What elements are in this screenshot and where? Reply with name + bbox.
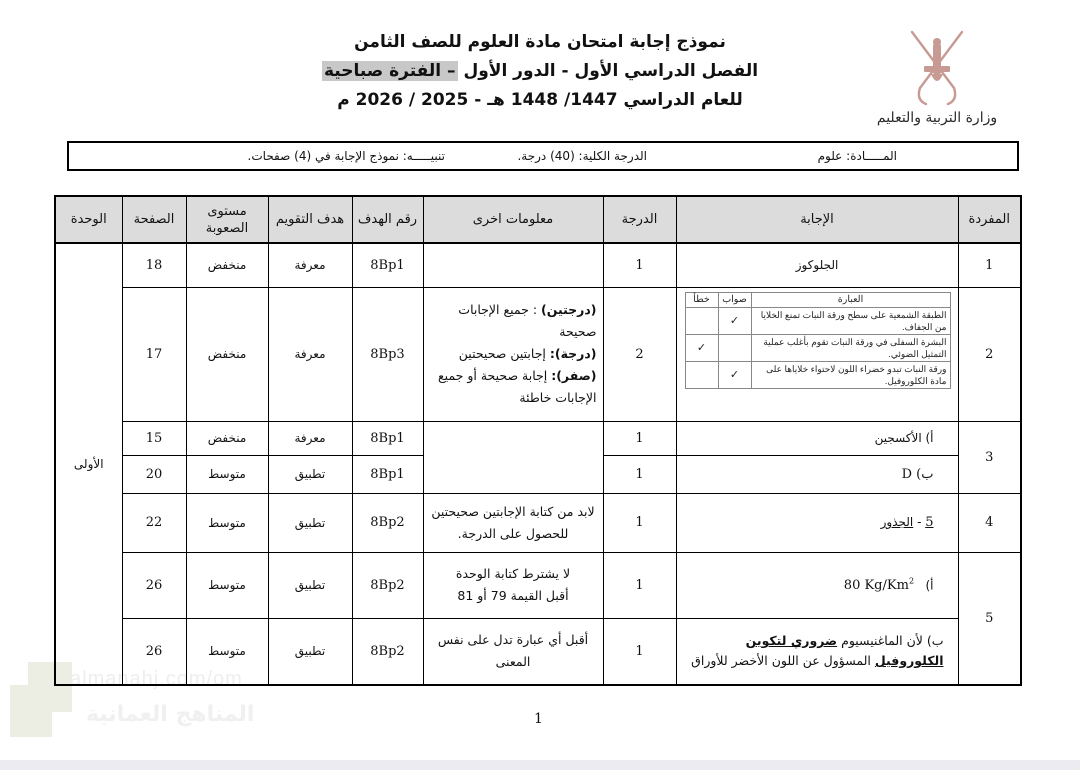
info-line: أقبل القيمة 79 أو 81 [457,588,569,603]
tf-header-false: خطأ [685,292,718,307]
grade-cell: 1 [603,618,676,685]
goal-cell: معرفة [268,421,352,455]
item-number: 3 [958,421,1021,493]
item-number: 1 [958,243,1021,287]
objective-cell: 8Bp1 [352,243,423,287]
objective-cell: 8Bp2 [352,618,423,685]
answer-separator: - [913,515,926,529]
answer-superscript: 2 [908,576,915,586]
info-text: إجابتين صحيحتين [458,346,550,361]
info-cell: أقبل أي عبارة تدل على نفس المعنى [423,618,603,685]
item-number: 5 [958,552,1021,685]
info-cell [423,287,603,421]
objective-cell: 8Bp1 [352,421,423,455]
total-grade-label: الدرجة الكلية: (40) درجة. [517,149,647,163]
watermark-url: almanahj.com/om [70,668,243,690]
pages-note-label: تنبيـــــه: نموذج الإجابة في (4) صفحات. [247,149,445,163]
ministry-name: وزارة التربية والتعليم [876,110,998,126]
grade-cell: 1 [603,552,676,618]
info-bold: (صفر): [551,368,597,383]
answer-text: ب) لأن الماغنيسيوم [837,633,944,649]
tf-statement: ورقة النبات تبدو خضراء اللون لاحتواء خلاياها على مادة الكلوروفيل. [751,361,950,388]
info-cell [423,421,603,493]
objective-cell: 8Bp1 [352,455,423,493]
table-row [55,552,1021,618]
info-cell [423,243,603,287]
table-row [55,421,1021,455]
difficulty-cell: متوسط [186,552,268,618]
answer-cell [676,618,958,685]
item-number: 2 [958,287,1021,421]
table-row [55,493,1021,552]
answer-emphasis: الكلوروفيل [874,653,944,669]
oman-emblem-icon [902,26,972,108]
title-highlight: – الفترة صباحية [323,61,456,81]
goal-cell: معرفة [268,243,352,287]
grade-cell: 1 [603,421,676,455]
tf-false-check [685,361,718,388]
tf-false-check: ✓ [685,334,718,361]
answer-cell [676,552,958,618]
tf-false-check [685,307,718,334]
info-line: لا يشترط كتابة الوحدة [455,566,571,581]
page-cell: 20 [122,455,186,493]
page-cell: 26 [122,552,186,618]
difficulty-cell: متوسط [186,493,268,552]
goal-cell: معرفة [268,287,352,421]
item-number: 4 [958,493,1021,552]
table-row [55,618,1021,685]
grade-cell: 1 [603,493,676,552]
true-false-table [685,292,951,389]
info-text: : جميع الإجابات صحيحة [458,302,597,339]
answer-prefix: أ) [925,578,934,593]
unit-cell: الأولى [55,243,122,685]
tf-true-check: ✓ [718,361,751,388]
answer-cell: ب) D [676,455,958,493]
answer-cell: أ) الأكسجين [676,421,958,455]
tf-header-statement: العبارة [751,292,950,307]
page-cell: 17 [122,287,186,421]
viewer-bottom-bar [0,760,1080,770]
info-text: إجابة صحيحة أو جميع الإجابات خاطئة [438,368,597,405]
info-line [430,299,597,343]
answer-cell: الجلوكوز [676,243,958,287]
goal-cell: تطبيق [268,618,352,685]
difficulty-cell: منخفض [186,421,268,455]
answer-word: الجذور [880,515,914,529]
header-assessment-goal: هدف التقويم [268,196,352,243]
info-bold: (درجة): [549,346,597,361]
objective-cell: 8Bp2 [352,552,423,618]
difficulty-cell: منخفض [186,243,268,287]
exam-info-box [67,141,1019,171]
tf-header-true: صواب [718,292,751,307]
tf-statement: البشرة السفلى في ورقة النبات تقوم بأغلب عملية التمثيل الضوئي. [751,334,950,361]
difficulty-cell: منخفض [186,287,268,421]
header-item: المفردة [958,196,1021,243]
table-header-row [55,196,1021,243]
grade-cell: 2 [603,287,676,421]
header-answer: الإجابة [676,196,958,243]
answer-cell [676,287,958,421]
title-line-2 [300,57,780,86]
tf-row [685,334,950,361]
title-line-2-text: الفصل الدراسي الأول - الدور الأول [457,61,759,81]
answer-value-text: 80 Kg/Km [843,578,909,594]
watermark-shape [10,685,52,737]
objective-cell: 8Bp3 [352,287,423,421]
header-grade: الدرجة [603,196,676,243]
goal-cell: تطبيق [268,493,352,552]
difficulty-cell: متوسط [186,455,268,493]
header-other-info: معلومات اخرى [423,196,603,243]
info-line [430,365,597,409]
grade-cell: 1 [603,243,676,287]
difficulty-cell: متوسط [186,618,268,685]
ministry-logo [872,22,1002,134]
tf-true-check [718,334,751,361]
answer-emphasis: ضروري لتكوين [745,633,838,649]
objective-cell: 8Bp2 [352,493,423,552]
tf-row [685,361,950,388]
info-bold: (درجتين) [541,302,597,317]
answer-value [844,578,914,593]
goal-cell: تطبيق [268,455,352,493]
header-page: الصفحة [122,196,186,243]
page-cell: 15 [122,421,186,455]
grade-cell: 1 [603,455,676,493]
info-cell: لابد من كتابة الإجابتين صحيحتين للحصول على الدرجة. [423,493,603,552]
title-line-3: للعام الدراسي 1447/ 1448 هـ - 2025 / 2026 م [337,90,743,110]
document-title [300,28,780,115]
page-cell: 18 [122,243,186,287]
table-row [55,287,1021,421]
page-cell: 22 [122,493,186,552]
answer-key-table [54,195,1022,686]
goal-cell: تطبيق [268,552,352,618]
page-cell: 26 [122,618,186,685]
tf-true-check: ✓ [718,307,751,334]
watermark-name: المناهج العمانية [86,702,255,727]
page-number: 1 [534,711,543,727]
header-unit: الوحدة [55,196,122,243]
tf-row [685,307,950,334]
answer-cell [676,493,958,552]
header-difficulty: مستوى الصعوبة [186,196,268,243]
info-cell [423,552,603,618]
info-line [430,343,597,365]
answer-text: المسؤول عن اللون الأخضر للأوراق [691,653,875,669]
table-row [55,243,1021,287]
header-objective-no: رقم الهدف [352,196,423,243]
title-line-1: نموذج إجابة امتحان مادة العلوم للصف الثامن [354,32,726,52]
subject-label: المـــــادة: علوم [817,149,897,163]
answer-number: 5 [925,515,934,530]
tf-statement: الطبقة الشمعية على سطح ورقة النبات تمنع الخلايا من الجفاف. [751,307,950,334]
